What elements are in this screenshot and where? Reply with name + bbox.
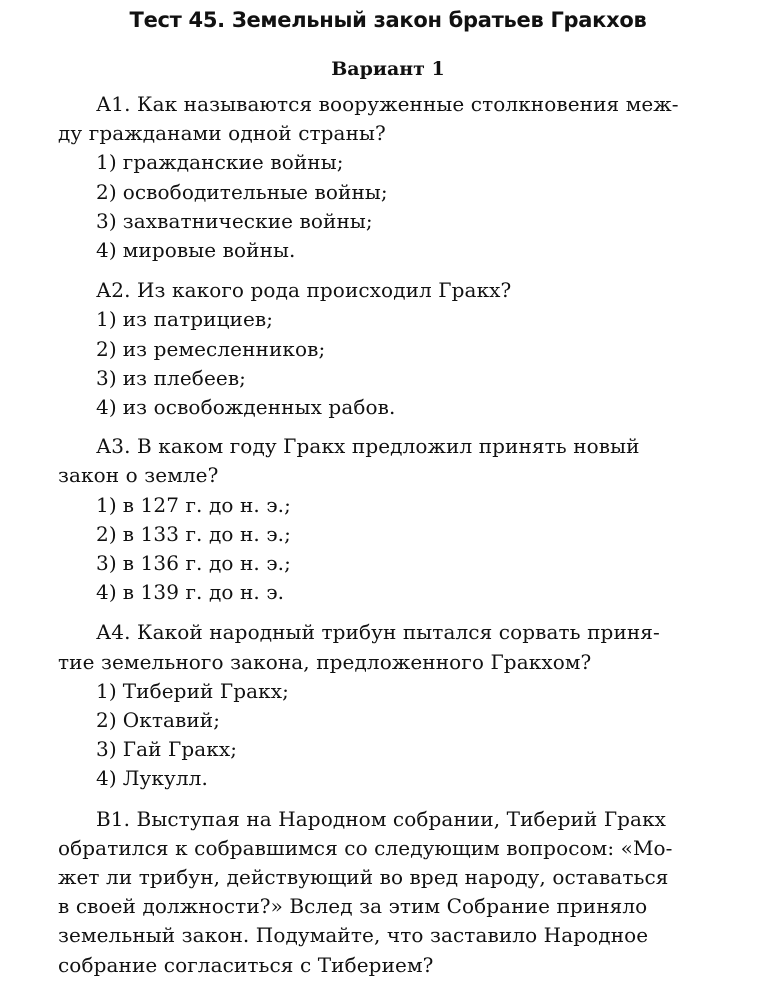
answer-options: [58, 677, 718, 794]
answer-option: 3) в 136 г. до н. э.;: [96, 551, 291, 576]
test-title: Тест 45. Земельный закон братьев Гракхов: [129, 8, 647, 32]
answer-option: 2) освободительные войны;: [96, 179, 388, 204]
answer-option: 4) в 139 г. до н. э.: [96, 580, 285, 605]
answer-option: 2) в 133 г. до н. э.;: [96, 521, 291, 546]
question-text: А1. Как называются вооруженные столкновения меж- ду гражданами одной страны?: [58, 92, 679, 146]
answer-option: 1) в 127 г. до н. э.;: [96, 492, 291, 517]
question-a2: [58, 276, 718, 422]
answer-option: 2) Октавий;: [96, 708, 221, 733]
variant-heading: Вариант 1: [331, 58, 445, 80]
question-text: А4. Какой народный трибун пытался сорвать приня- тие земельного закона, предложенного Гракхом?: [58, 620, 660, 674]
answer-option: 3) из плебеев;: [96, 365, 247, 390]
question-a4: [58, 618, 718, 793]
answer-options: [58, 491, 718, 608]
answer-option: 4) мировые войны.: [96, 238, 296, 263]
test-page: [58, 0, 718, 980]
answer-options: [58, 148, 718, 265]
question-a1: [58, 90, 718, 265]
question-b1: [58, 805, 718, 980]
answer-option: 1) из патрициев;: [96, 307, 274, 332]
answer-option: 1) Тиберий Гракх;: [96, 678, 289, 703]
answer-option: 4) из освобожденных рабов.: [96, 395, 396, 420]
question-text: А2. Из какого рода происходил Гракх?: [96, 278, 512, 303]
question-a3: [58, 432, 718, 607]
question-text: А3. В каком году Гракх предложил принять новый закон о земле?: [58, 434, 640, 488]
answer-option: 2) из ремесленников;: [96, 336, 326, 361]
question-text: В1. Выступая на Народном собрании, Тиберий Гракх обратился к собравшимся со следующим вопросом: «Мо- жет ли трибун, действующий во вред народу, оставаться в своей должности?» Вслед за этим Собрание приняло земельный закон. Подумайте, что заставило Народное собрание согласиться с Тиберием?: [58, 806, 673, 977]
answer-option: 3) захватнические войны;: [96, 208, 373, 233]
answer-option: 3) Гай Гракх;: [96, 737, 238, 762]
answer-options: [58, 305, 718, 422]
answer-option: 4) Лукулл.: [96, 766, 208, 791]
answer-option: 1) гражданские войны;: [96, 150, 344, 175]
